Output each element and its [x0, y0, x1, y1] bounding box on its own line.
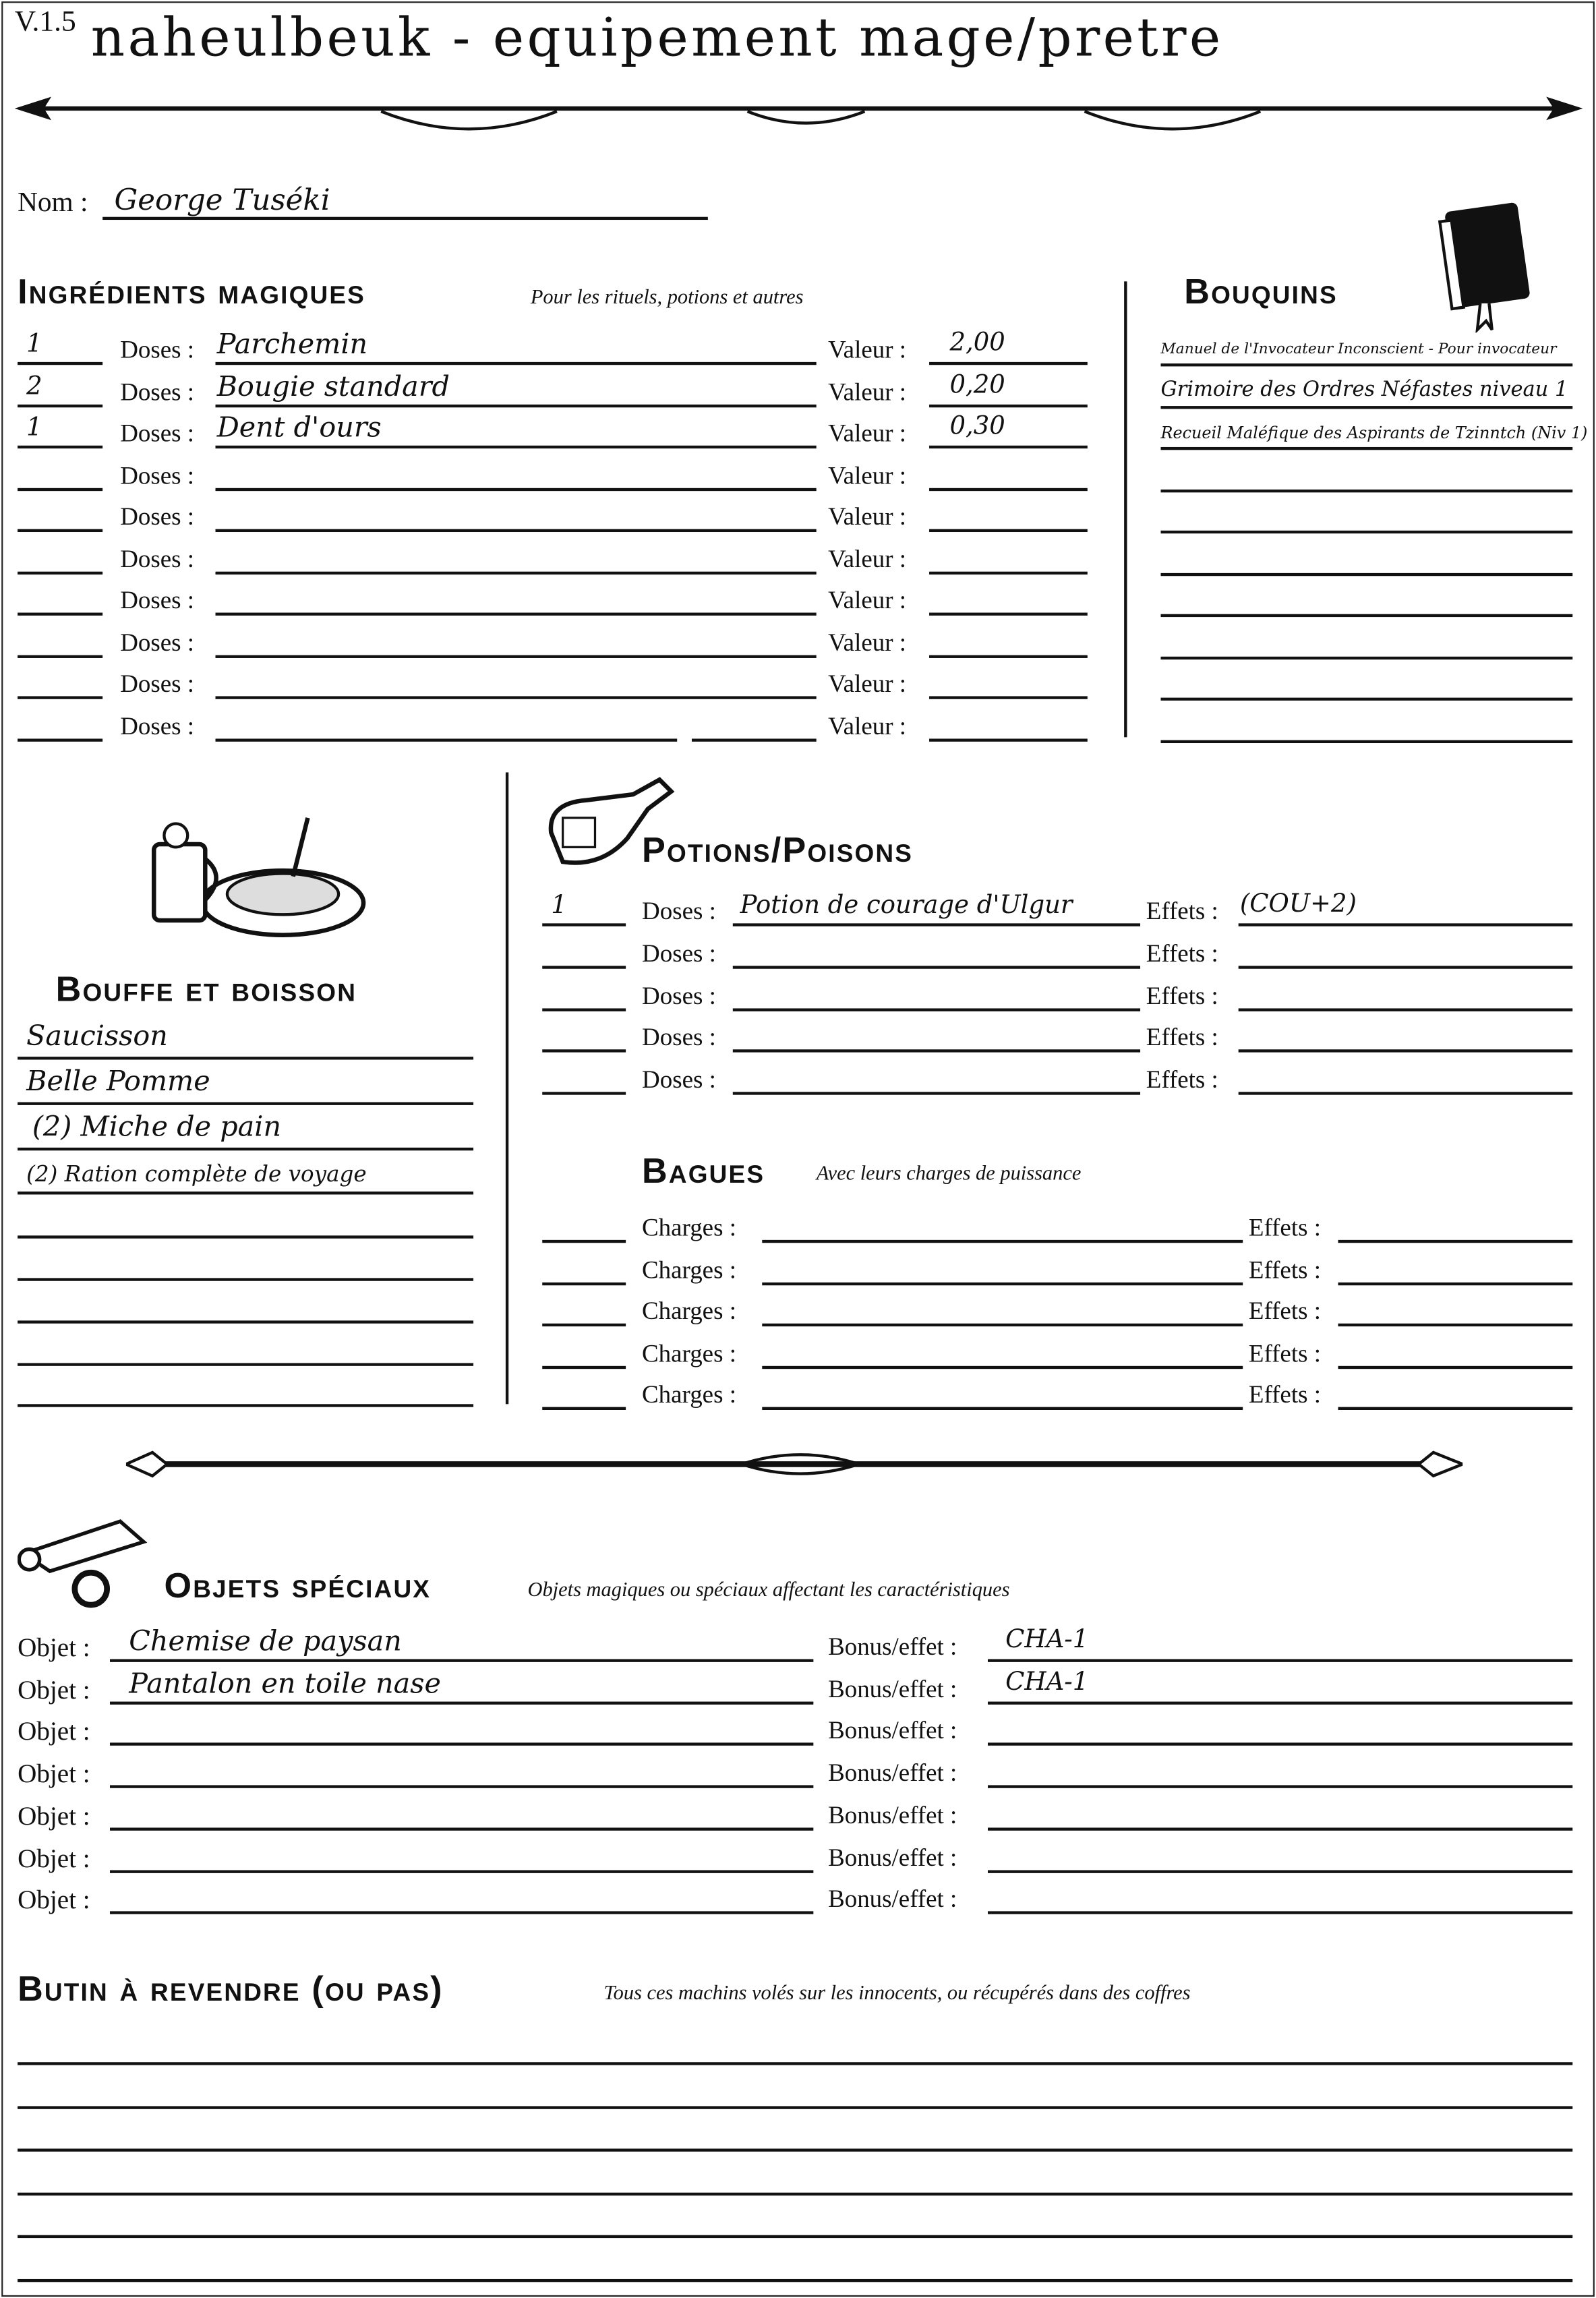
underline [988, 1827, 1572, 1830]
underline [1338, 1365, 1572, 1368]
food-entry[interactable]: Belle Pomme [26, 1065, 210, 1098]
ingredients-subtitle: Pour les rituels, potions et autres [530, 287, 804, 310]
ingredients-title: Ingrédients magiques [18, 272, 366, 312]
doses-label: Doses : [120, 670, 195, 698]
underline [929, 488, 1088, 490]
underline [542, 1240, 626, 1243]
objet-name[interactable]: Pantalon en toile nase [129, 1667, 441, 1700]
doses-label: Doses : [120, 335, 195, 364]
underline [1160, 572, 1572, 575]
effets-label: Effets : [1248, 1213, 1321, 1242]
underline [18, 488, 102, 490]
valeur-label: Valeur : [828, 586, 907, 614]
objet-label: Objet : [18, 1759, 90, 1788]
underline [929, 446, 1088, 448]
underline [1338, 1324, 1572, 1326]
underline [18, 613, 102, 616]
doses-label: Doses : [642, 897, 716, 925]
bonus-label: Bonus/effet : [828, 1759, 957, 1787]
charges-label: Charges : [642, 1297, 736, 1325]
underline [110, 1786, 813, 1788]
underline [216, 529, 817, 532]
objet-bonus[interactable]: CHA-1 [1005, 1667, 1089, 1697]
charges-label: Charges : [642, 1255, 736, 1283]
food-entry[interactable]: (2) Miche de pain [32, 1111, 282, 1144]
underline [1160, 698, 1572, 701]
underline [692, 738, 817, 740]
objet-label: Objet : [18, 1674, 90, 1705]
underline [988, 1743, 1572, 1746]
underline [1239, 966, 1573, 968]
effets-label: Effets : [1248, 1380, 1321, 1409]
underline [18, 404, 102, 407]
objet-name[interactable]: Chemise de paysan [129, 1625, 402, 1658]
effets-label: Effets : [1248, 1297, 1321, 1325]
underline [18, 1320, 473, 1323]
underline [18, 1148, 473, 1150]
underline [216, 738, 678, 740]
underline [18, 1404, 473, 1407]
underline [1239, 1092, 1573, 1095]
book-entry[interactable]: Manuel de l'Invocateur Inconscient - Pour invocateur [1160, 341, 1557, 358]
underline [216, 571, 817, 574]
doses-label: Doses : [642, 981, 716, 1009]
effets-label: Effets : [1146, 981, 1218, 1009]
charges-label: Charges : [642, 1213, 736, 1242]
underline [18, 1235, 473, 1238]
ingredient-name[interactable]: Bougie standard [216, 370, 450, 403]
underline [542, 1050, 626, 1053]
bagues-title: Bagues [642, 1152, 765, 1192]
butin-subtitle: Tous ces machins volés sur les innocents, ou récupérés dans des coffres [603, 1982, 1191, 2005]
underline [1338, 1407, 1572, 1410]
bonus-label: Bonus/effet : [828, 1674, 957, 1703]
divider [506, 772, 508, 1404]
underline [929, 529, 1088, 532]
underline [18, 655, 102, 657]
underline [1239, 923, 1573, 926]
underline [988, 1659, 1572, 1662]
underline [733, 966, 1140, 968]
underline [1160, 614, 1572, 617]
bouquins-title: Bouquins [1184, 272, 1338, 312]
underline [216, 488, 817, 490]
underline [762, 1282, 1243, 1285]
objet-label: Objet : [18, 1632, 90, 1662]
underline [929, 655, 1088, 657]
underline [929, 696, 1088, 699]
ingredient-valeur[interactable]: 0,20 [949, 370, 1005, 400]
underline [733, 1050, 1140, 1053]
underline [1239, 1008, 1573, 1011]
underline [216, 655, 817, 657]
objets-subtitle: Objets magiques ou spéciaux affectant les caractéristiques [527, 1580, 1010, 1602]
underline [542, 1092, 626, 1095]
potion-qty[interactable]: 1 [551, 891, 567, 921]
ingredient-qty[interactable]: 1 [26, 330, 42, 359]
ingredient-name[interactable]: Parchemin [216, 328, 368, 361]
doses-label: Doses : [120, 461, 195, 489]
underline [18, 696, 102, 699]
potion-name[interactable]: Potion de courage d'Ulgur [740, 891, 1073, 921]
underline [1239, 1050, 1573, 1053]
underline [542, 1324, 626, 1326]
book-entry[interactable]: Grimoire des Ordres Néfastes niveau 1 [1160, 377, 1568, 401]
underline [542, 1008, 626, 1011]
underline [216, 696, 817, 699]
underline [1160, 447, 1572, 450]
effets-label: Effets : [1146, 939, 1218, 968]
valeur-label: Valeur : [828, 628, 907, 656]
ingredient-valeur[interactable]: 0,30 [949, 411, 1005, 442]
doses-label: Doses : [642, 1024, 716, 1052]
butin-line [18, 2062, 1572, 2065]
underline [733, 1008, 1140, 1011]
nom-label: Nom : [18, 187, 88, 218]
underline [216, 362, 817, 365]
nom-value[interactable]: George Tuséki [114, 181, 330, 217]
underline [988, 1701, 1572, 1704]
doses-label: Doses : [642, 1065, 716, 1094]
doses-label: Doses : [120, 419, 195, 447]
bouffe-title: Bouffe et boisson [55, 970, 357, 1010]
underline [762, 1240, 1243, 1243]
doses-label: Doses : [120, 502, 195, 531]
food-entry[interactable]: (2) Ration complète de voyage [26, 1160, 367, 1187]
underline [762, 1365, 1243, 1368]
underline [18, 1191, 473, 1194]
bonus-label: Bonus/effet : [828, 1885, 957, 1913]
underline [110, 1743, 813, 1746]
underline [929, 404, 1088, 407]
objet-label: Objet : [18, 1843, 90, 1873]
underline [18, 571, 102, 574]
potion-effet[interactable]: (COU+2) [1239, 889, 1357, 919]
underline [110, 1869, 813, 1872]
underline [18, 1102, 473, 1105]
ingredient-qty[interactable]: 1 [26, 413, 42, 443]
food-entry[interactable]: Saucisson [26, 1020, 168, 1053]
staff-ornament [126, 1445, 1462, 1489]
underline [18, 362, 102, 365]
butin-line [18, 2105, 1572, 2108]
underline [216, 446, 817, 448]
underline [1160, 363, 1572, 366]
underline [542, 966, 626, 968]
butin-line [18, 2192, 1572, 2195]
scroll-ring-icon [18, 1510, 156, 1615]
underline [216, 613, 817, 616]
objets-title: Objets spéciaux [164, 1566, 432, 1607]
underline [762, 1324, 1243, 1326]
underline [929, 362, 1088, 365]
underline [216, 404, 817, 407]
page-title: naheulbeuk - equipement mage/pretre [90, 9, 1224, 69]
valeur-label: Valeur : [828, 502, 907, 531]
valeur-label: Valeur : [828, 335, 907, 364]
underline [18, 1057, 473, 1059]
underline [1338, 1240, 1572, 1243]
version-label: V.1.5 [14, 5, 76, 38]
underline [18, 738, 102, 740]
effets-label: Effets : [1146, 897, 1218, 925]
bonus-label: Bonus/effet : [828, 1843, 957, 1871]
butin-title: Butin à revendre (ou pas) [18, 1970, 444, 2010]
underline [988, 1869, 1572, 1872]
butin-line [18, 2278, 1572, 2281]
underline [18, 1363, 473, 1365]
valeur-label: Valeur : [828, 461, 907, 489]
objet-label: Objet : [18, 1885, 90, 1915]
underline [542, 1282, 626, 1285]
doses-label: Doses : [120, 544, 195, 572]
valeur-label: Valeur : [828, 544, 907, 572]
effets-label: Effets : [1248, 1255, 1321, 1283]
underline [542, 1407, 626, 1410]
charges-label: Charges : [642, 1380, 736, 1409]
valeur-label: Valeur : [828, 711, 907, 740]
valeur-label: Valeur : [828, 377, 907, 406]
bonus-label: Bonus/effet : [828, 1632, 957, 1661]
underline [110, 1659, 813, 1662]
underline [18, 446, 102, 448]
underline [110, 1912, 813, 1914]
doses-label: Doses : [642, 939, 716, 968]
underline [110, 1827, 813, 1830]
doses-label: Doses : [120, 711, 195, 740]
ingredient-valeur[interactable]: 2,00 [949, 328, 1005, 358]
underline [988, 1912, 1572, 1914]
underline [733, 923, 1140, 926]
valeur-label: Valeur : [828, 670, 907, 698]
underline [110, 1701, 813, 1704]
doses-label: Doses : [120, 586, 195, 614]
food-icon [139, 803, 374, 942]
objet-label: Objet : [18, 1717, 90, 1746]
valeur-label: Valeur : [828, 419, 907, 447]
underline [1160, 489, 1572, 492]
underline [18, 529, 102, 532]
charges-label: Charges : [642, 1338, 736, 1367]
objet-bonus[interactable]: CHA-1 [1005, 1625, 1089, 1655]
underline [18, 1278, 473, 1280]
bagues-subtitle: Avec leurs charges de puissance [816, 1163, 1082, 1186]
bonus-label: Bonus/effet : [828, 1717, 957, 1745]
underline [542, 1365, 626, 1368]
doses-label: Doses : [120, 628, 195, 656]
ingredient-qty[interactable]: 2 [26, 372, 42, 401]
underline [1338, 1282, 1572, 1285]
underline [929, 738, 1088, 740]
underline [733, 1092, 1140, 1095]
underline [1160, 656, 1572, 659]
potions-title: Potions/Poisons [642, 831, 914, 871]
book-icon [1436, 198, 1539, 332]
effets-label: Effets : [1248, 1338, 1321, 1367]
effets-label: Effets : [1146, 1024, 1218, 1052]
doses-label: Doses : [120, 377, 195, 406]
bonus-label: Bonus/effet : [828, 1800, 957, 1829]
underline [988, 1786, 1572, 1788]
underline [542, 923, 626, 926]
underline [929, 613, 1088, 616]
butin-line [18, 2235, 1572, 2238]
nom-line [102, 217, 708, 220]
butin-line [18, 2148, 1572, 2151]
underline [762, 1407, 1243, 1410]
divider [1124, 281, 1127, 737]
underline [929, 571, 1088, 574]
ingredient-name[interactable]: Dent d'ours [216, 411, 382, 444]
objet-label: Objet : [18, 1800, 90, 1831]
underline [1160, 531, 1572, 533]
underline [1160, 405, 1572, 408]
underline [1160, 740, 1572, 742]
book-entry[interactable]: Recueil Maléfique des Aspirants de Tzinntch (Niv 1) [1160, 423, 1588, 443]
arrow-ornament [15, 88, 1583, 146]
effets-label: Effets : [1146, 1065, 1218, 1094]
